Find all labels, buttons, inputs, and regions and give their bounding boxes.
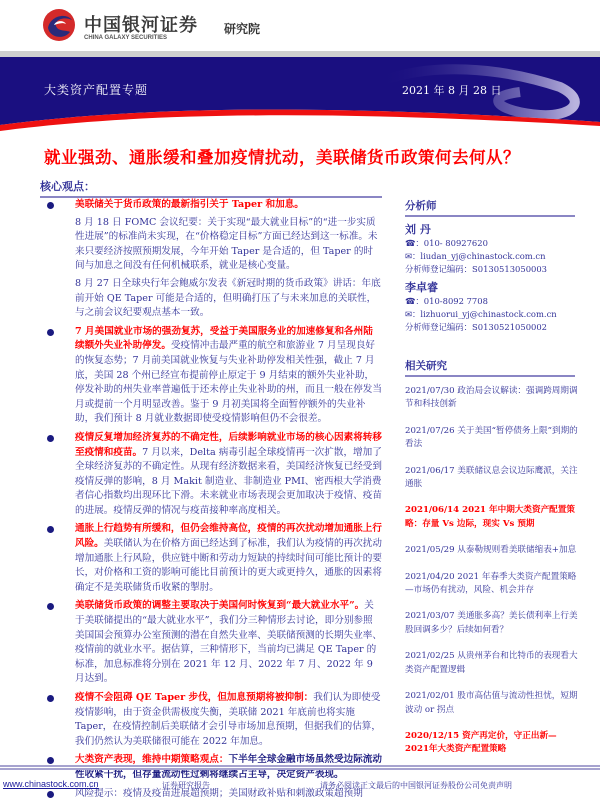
item-highlight: 美联储关于货币政策的最新指引关于 Taper 和加息。 bbox=[75, 199, 304, 210]
footer-disclaimer: 请务必阅读正文最后的中国银河证券股份公司免责声明 bbox=[320, 781, 512, 790]
core-view-item bbox=[40, 198, 382, 321]
item-highlight: 通胀上行趋势有所缓和，但仍会维持高位，疫情的再次扰动增加通胀上行风险。 bbox=[75, 523, 382, 550]
analyst-card bbox=[405, 280, 580, 334]
related-research-list bbox=[405, 385, 580, 770]
related-research-link[interactable]: 2021/06/17 美联储议息会议边际鹰派，关注通胀 bbox=[405, 465, 578, 490]
related-research-heading: 相关研究 bbox=[405, 358, 575, 377]
core-view-item bbox=[40, 431, 382, 519]
core-views-list bbox=[40, 198, 382, 805]
core-view-item bbox=[40, 691, 382, 749]
item-highlight: 疫情不会阻碍 QE Taper 步伐，但加息预期将被抑制： bbox=[75, 692, 314, 703]
analyst-registration: 分析师登记编码：S0130513050003 bbox=[405, 264, 548, 274]
logo-chinese: 中国银河证券 bbox=[84, 15, 198, 36]
item-emphasis: 下半年全球金融市场虽然受边际流动性收紧干扰，但存量流动性过剩将继续占主导，决定资产表现。 bbox=[75, 754, 382, 780]
galaxy-logo-icon bbox=[42, 8, 76, 42]
bullet-icon bbox=[47, 791, 54, 798]
related-research-link[interactable]: 2021/05/29 从泰勒规则看美联储缩表+加息 bbox=[405, 545, 577, 556]
website-link[interactable]: www.chinastock.com.cn bbox=[3, 779, 99, 789]
analyst-name: 李卓睿 bbox=[405, 281, 438, 294]
related-research-link[interactable]: 2021/03/07 美通胀多高？美长债利率上行美股回调多少？后续如何看？ bbox=[405, 611, 578, 635]
item-body: 风险提示：疫情及疫苗进展超预期；美国财政补贴和刺激政策超预期 bbox=[75, 787, 363, 799]
related-research-link[interactable]: 2021/02/25 从贵州茅台和比特币的表现看大类资产配置逻辑 bbox=[405, 651, 578, 675]
bullet-icon bbox=[47, 757, 54, 764]
core-view-item bbox=[40, 522, 382, 595]
bullet-icon bbox=[47, 435, 54, 442]
related-research-link[interactable]: 2021/07/30 政治局会议解读：强调跨周期调节和科技创新 bbox=[405, 386, 578, 410]
core-view-item bbox=[40, 599, 382, 687]
item-paragraph: 8 月 18 日 FOMC 会议纪要：关于实现“最大就业目标”的“进一步实质性进展”的标准尚未实现，在“价格稳定目标”方面已经达到这一标准。未来只要经济按照预期发展，今年开始 Taper 是合适的，但 Taper 的时间与加息之间没有任何机械联系，就业是核心变量。 bbox=[75, 216, 378, 272]
core-view-item bbox=[40, 325, 382, 427]
bullet-icon bbox=[47, 695, 54, 702]
item-body: 关于美联储提出的“最大就业水平”，我们分三种情形去讨论，即分别参照美国国会预算办公室预测的潜在自然失业率、美联储预测的长期失业率、疫情前的就业水平。据估算，三种情形下，当前均已满足 QE Taper 的标准，加息标准将分别在 2021 年 12 月、2022 年 7 月、2022 年 9 月达到。 bbox=[75, 600, 382, 685]
analyst-email[interactable]: ✉：lizhuorui_yj@chinastock.com.cn bbox=[405, 309, 557, 319]
related-research-link[interactable]: 2021/07/26 关于美国“暂停债务上限”到期的看法 bbox=[405, 425, 578, 450]
report-category: 大类资产配置专题 bbox=[44, 83, 149, 97]
item-highlight: 大类资产表现，维持中期策略观点： bbox=[75, 754, 229, 766]
bullet-icon bbox=[47, 202, 54, 209]
item-body: 受疫情冲击最严重的航空和旅游业 7 月呈现良好的恢复态势；7 月前美国就业恢复与失业补助停发相关性强，截止 7 月底，美国 28 个州已经宣布提前停止原定于 9 月结束的额外失业补助，停发补助的州失业率普遍低于还未停止失业补助的州，而且一般在停发当月或提前一个月明显改善。鉴于 9 月初美国将全面暂停额外的失业补助，我们预计 8 月就业数据即使受疫情影响但仍不会很差。 bbox=[75, 340, 382, 425]
header-banner bbox=[0, 57, 600, 132]
report-title: 就业强劲、通胀缓和叠加疫情扰动，美联储货币政策何去何从？ bbox=[44, 148, 520, 167]
institute-label: 研究院 bbox=[224, 22, 261, 36]
item-highlight: 7 月美国就业市场的强劲复苏，受益于美国服务业的加速修复和各州陆续额外失业补助停发。 bbox=[75, 325, 373, 352]
item-highlight: 疫情反复增加经济复苏的不确定性，后续影响就业市场的核心因素将转移至疫情和疫苗。 bbox=[75, 431, 382, 458]
item-body: 我们认为即使受疫情影响，由于资金供需极度失衡，美联储 2021 年底前也将实施 Taper，在疫情控制后美联储才会引导市场加息预期，但据我们的估算，我们仍然认为美联储很可能在 2022 年加息。 bbox=[75, 692, 381, 747]
analyst-name: 刘 丹 bbox=[405, 223, 431, 236]
item-paragraph: 8 月 27 日全球央行年会鲍威尔发表《新冠时期的货币政策》讲话：年底前开始 QE Taper 可能是合适的，但明确打压了与未来加息的关联性，与之前会议纪要观点基本一致。 bbox=[75, 277, 381, 319]
analyst-phone: ☎：010-8092 7708 bbox=[405, 296, 488, 306]
footer-report-type: 证券研究报告 bbox=[162, 781, 210, 790]
related-research-link[interactable]: 2020/12/15 资产再定价，守正出新—2021年大类资产配置策略 bbox=[405, 730, 557, 755]
company-logo bbox=[42, 8, 261, 42]
analyst-card bbox=[405, 222, 580, 276]
analyst-email[interactable]: ✉：liudan_yj@chinastock.com.cn bbox=[405, 251, 546, 261]
item-body: 美联储认为在价格方面已经达到了标准，我们认为疫情的再次扰动增加通胀上行风险，供应链中断和劳动力短缺的持续时间可能比预计的要长，对价格和工资的影响可能比目前预计的更大或更持久，通胀的因素将确定不是美联储货币收紧的掣肘。 bbox=[75, 538, 382, 593]
item-highlight: 美联储货币政策的调整主要取决于美国何时恢复到“最大就业水平”。 bbox=[75, 600, 365, 612]
bullet-icon bbox=[47, 526, 54, 533]
analyst-heading: 分析师 bbox=[405, 198, 575, 217]
analyst-registration: 分析师登记编码：S0130521050002 bbox=[405, 322, 548, 332]
bullet-icon bbox=[47, 603, 54, 610]
related-research-link[interactable]: 2021/06/14 2021 年中期大类资产配置策略：存量 Vs 边际，现实 Vs 预期 bbox=[405, 505, 575, 529]
related-research-link[interactable]: 2021/04/20 2021 年春季大类资产配置策略—市场仍有扰动，风险、机会并存 bbox=[405, 571, 577, 596]
analyst-phone: ☎：010- 80927620 bbox=[405, 238, 488, 248]
item-body: 7 月以来，Delta 病毒引起全球疫情再一次扩散，增加了全球经济复苏的不确定性。从现有经济数据来看，美国经济恢复已经受到疫情反弹的影响，8 月 Makit 制造业、非制造业 PMI、密西根大学消费者信心指数均出现环比下滑。未来就业市场表现会更加取决于疫情、疫苗的进展。疫情反弹的情况与疫苗接种率高度相关。 bbox=[75, 446, 382, 516]
footer-divider bbox=[0, 765, 600, 770]
related-research-link[interactable]: 2021/02/01 股市高估值与流动性担忧，短期波动 or 拐点 bbox=[405, 691, 578, 715]
core-views-heading: 核心观点： bbox=[40, 178, 382, 198]
logo-english: CHINA GALAXY SECURITIES bbox=[84, 35, 168, 41]
bullet-icon bbox=[47, 329, 54, 336]
report-date: 2021 年 8 月 28 日 bbox=[402, 84, 502, 97]
